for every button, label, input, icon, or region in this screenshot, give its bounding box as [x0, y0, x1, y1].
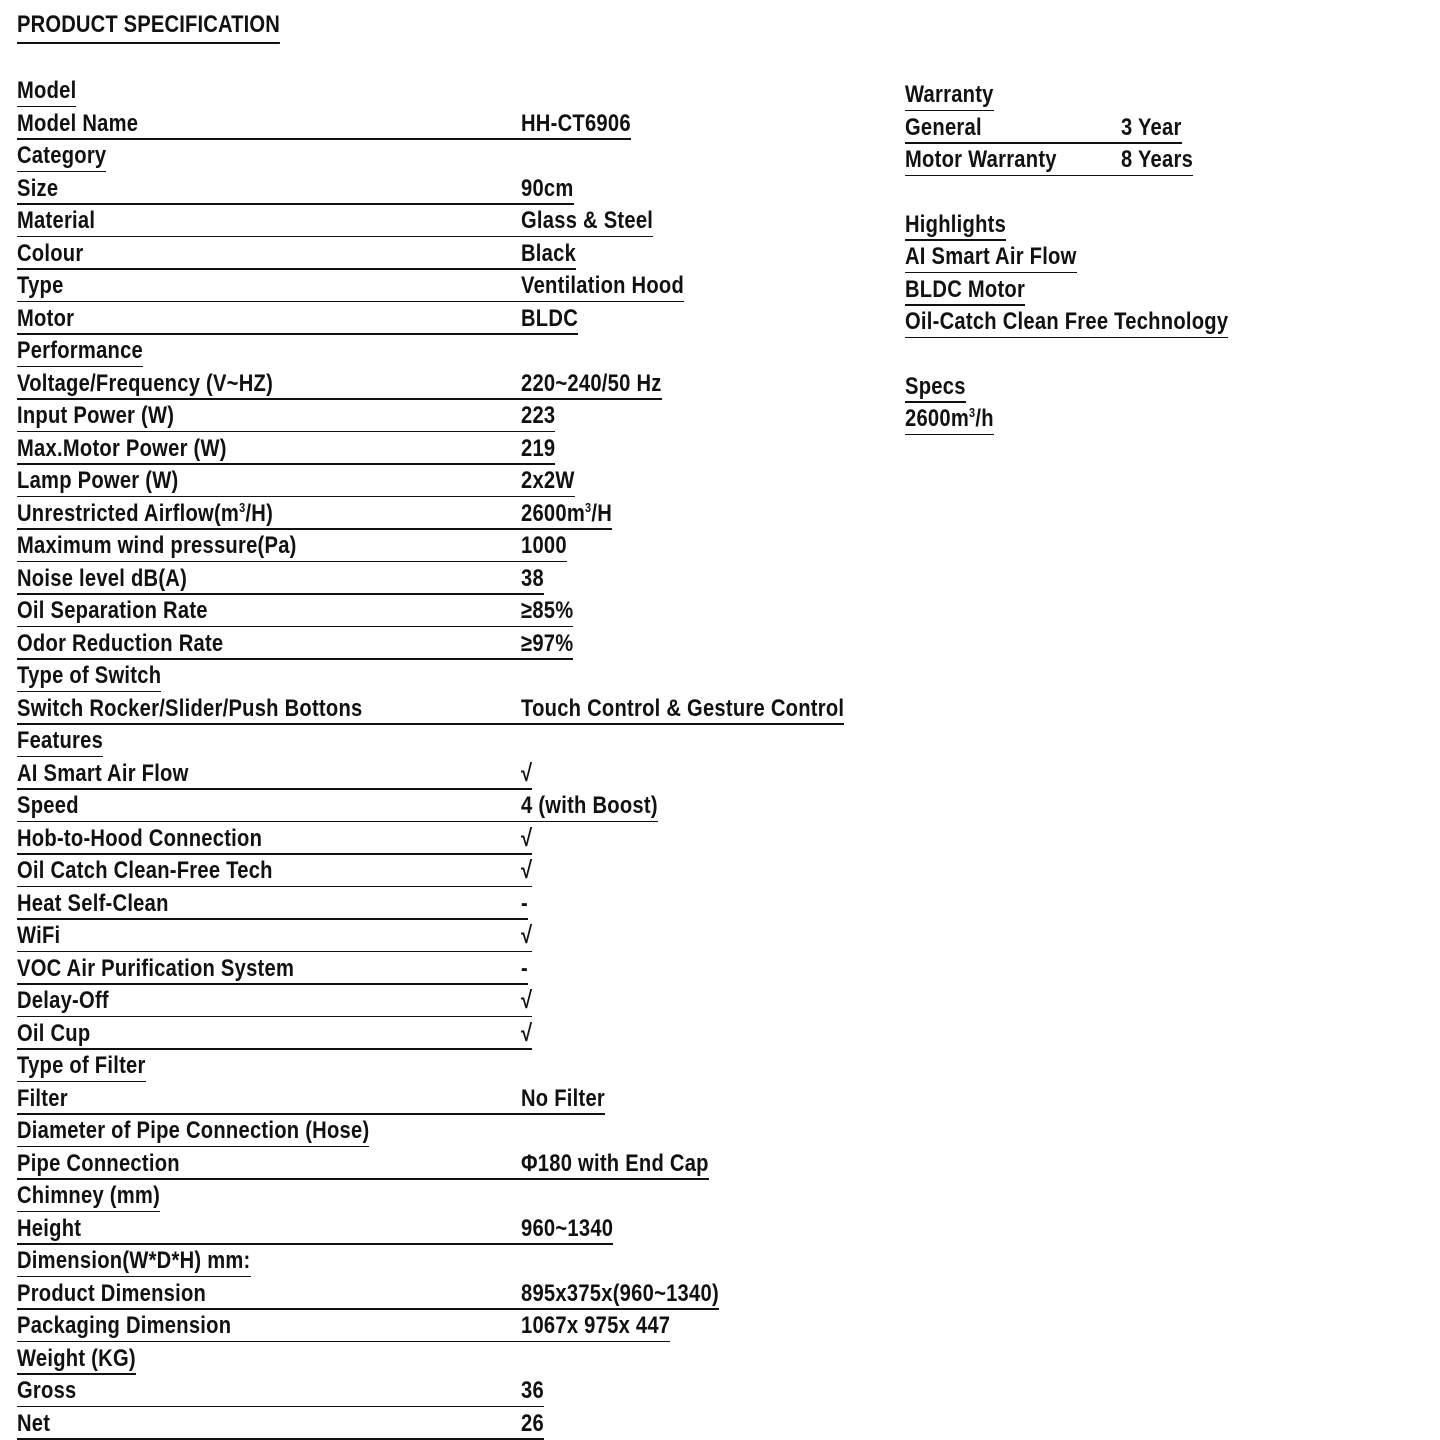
spec-value: 895x375x(960~1340) — [521, 1279, 719, 1307]
highlights-item — [905, 306, 1425, 339]
section-heading-label: Model — [17, 77, 77, 104]
spec-row-voltage-frequency-v-hz — [17, 368, 877, 401]
section-heading-label: Dimension(W*D*H) mm: — [17, 1247, 251, 1274]
spec-label: Model Name — [17, 109, 139, 137]
spec-label: Hob-to-Hood Connection — [17, 824, 263, 852]
spec-value: 960~1340 — [521, 1214, 614, 1242]
spec-row-pipe-connection — [17, 1148, 877, 1181]
spec-row-model-name — [17, 108, 877, 141]
spec-row-hob-to-hood-connection — [17, 823, 877, 856]
spec-row-colour — [17, 238, 877, 271]
section-heading-weight-kg — [17, 1343, 877, 1376]
warranty-row-general — [905, 112, 1425, 145]
highlights-item-label: AI Smart Air Flow — [905, 243, 1077, 270]
highlights-item — [905, 241, 1425, 274]
spec-label: Product Dimension — [17, 1279, 207, 1307]
row-underline — [905, 175, 1193, 177]
spec-row-filter — [17, 1083, 877, 1116]
warranty-value: 8 Years — [1121, 146, 1194, 173]
spec-label: Switch Rocker/Slider/Push Bottons — [17, 694, 363, 722]
spec-value: Φ180 with End Cap — [521, 1149, 709, 1177]
spec-value: - — [521, 889, 528, 917]
spec-value: √ — [521, 824, 533, 852]
spec-row-input-power-w — [17, 400, 877, 433]
summary-panel — [905, 79, 1425, 468]
spec-label: Oil Cup — [17, 1019, 91, 1047]
highlights-item-label: Oil-Catch Clean Free Technology — [905, 308, 1229, 335]
spec-row-voc-air-purification-system — [17, 953, 877, 986]
spec-label: Motor — [17, 304, 75, 332]
section-heading-chimney-mm — [17, 1180, 877, 1213]
spec-value: 223 — [521, 402, 556, 429]
spec-label: Material — [17, 207, 96, 234]
section-heading-label: Features — [17, 727, 104, 754]
section-heading-model — [17, 75, 877, 108]
highlights-section — [905, 209, 1425, 339]
spec-label: Packaging Dimension — [17, 1312, 232, 1339]
spec-label: Gross — [17, 1377, 77, 1404]
spec-row-max-motor-power-w — [17, 433, 877, 466]
section-heading-label: Type of Switch — [17, 662, 162, 689]
spec-row-gross — [17, 1375, 877, 1408]
spec-row-odor-reduction-rate — [17, 628, 877, 661]
warranty-heading — [905, 79, 1425, 112]
spec-value: √ — [521, 922, 533, 949]
spec-row-oil-catch-clean-free-tech — [17, 855, 877, 888]
spec-label: Voltage/Frequency (V~HZ) — [17, 369, 274, 397]
spec-value: BLDC — [521, 304, 579, 332]
spec-label: WiFi — [17, 922, 61, 949]
spec-row-delay-off — [17, 985, 877, 1018]
spec-value: √ — [521, 759, 533, 787]
highlights-item-label: BLDC Motor — [905, 275, 1026, 303]
spec-label: Height — [17, 1214, 82, 1242]
specs-section — [905, 371, 1425, 436]
warranty-row-motor-warranty — [905, 144, 1425, 177]
spec-label: Filter — [17, 1084, 68, 1112]
spec-label: Odor Reduction Rate — [17, 629, 224, 657]
spec-label: VOC Air Purification System — [17, 954, 295, 982]
section-heading-label: Category — [17, 142, 107, 169]
spec-value: - — [521, 954, 528, 982]
spec-row-oil-cup — [17, 1018, 877, 1051]
spec-value: 1000 — [521, 532, 567, 559]
spec-row-unrestricted-airflow-m-h — [17, 498, 877, 531]
spec-value: Touch Control & Gesture Control — [521, 694, 845, 722]
warranty-label: Motor Warranty — [905, 146, 1057, 173]
spec-value: Glass & Steel — [521, 207, 654, 234]
spec-value: 26 — [521, 1409, 544, 1437]
spec-value: ≥97% — [521, 629, 574, 657]
spec-row-noise-level-db-a — [17, 563, 877, 596]
spec-label: Max.Motor Power (W) — [17, 434, 227, 462]
specs-heading-label: Specs — [905, 372, 966, 400]
section-heading-dimension-w-d-h-mm — [17, 1245, 877, 1278]
spec-value: √ — [521, 1019, 533, 1047]
spec-label: Noise level dB(A) — [17, 564, 188, 592]
warranty-heading-label: Warranty — [905, 81, 994, 108]
row-underline — [905, 434, 994, 436]
warranty-value: 3 Year — [1121, 113, 1182, 141]
spec-value: 90cm — [521, 174, 574, 202]
section-heading-diameter-of-pipe-connection-hose — [17, 1115, 877, 1148]
spec-row-motor — [17, 303, 877, 336]
spec-value: 219 — [521, 434, 556, 462]
spec-value: ≥85% — [521, 597, 574, 624]
spec-label: Type — [17, 272, 64, 299]
spec-row-type — [17, 270, 877, 303]
spec-row-speed — [17, 790, 877, 823]
section-heading-type-of-filter — [17, 1050, 877, 1083]
spec-label: Heat Self-Clean — [17, 889, 169, 917]
spec-row-product-dimension — [17, 1278, 877, 1311]
spec-value: $2600m^3/H$ — [521, 499, 613, 527]
section-heading-label: Type of Filter — [17, 1052, 146, 1079]
spec-row-oil-separation-rate — [17, 595, 877, 628]
spec-label: Colour — [17, 239, 84, 267]
spec-value: √ — [521, 987, 533, 1014]
spec-label: AI Smart Air Flow — [17, 759, 189, 787]
highlights-heading-label: Highlights — [905, 210, 1007, 238]
spec-row-heat-self-clean — [17, 888, 877, 921]
spec-row-packaging-dimension — [17, 1310, 877, 1343]
warranty-label: General — [905, 113, 982, 141]
specs-heading — [905, 371, 1425, 404]
spec-value: 2x2W — [521, 467, 575, 494]
spec-row-height — [17, 1213, 877, 1246]
section-heading-type-of-switch — [17, 660, 877, 693]
spec-value: 220~240/50 Hz — [521, 369, 662, 397]
spec-row-material — [17, 205, 877, 238]
section-heading-performance — [17, 335, 877, 368]
spec-value: No Filter — [521, 1084, 606, 1112]
spec-label: Pipe Connection — [17, 1149, 180, 1177]
spec-row-size — [17, 173, 877, 206]
spec-row-ai-smart-air-flow — [17, 758, 877, 791]
spec-label: Speed — [17, 792, 79, 819]
section-heading-label: Chimney (mm) — [17, 1182, 161, 1209]
section-heading-category — [17, 140, 877, 173]
spec-value: Black — [521, 239, 577, 267]
highlights-item — [905, 274, 1425, 307]
spec-row-lamp-power-w — [17, 465, 877, 498]
spec-row-net — [17, 1408, 877, 1440]
spec-row-wifi — [17, 920, 877, 953]
spec-value: 38 — [521, 564, 544, 592]
row-underline — [905, 337, 1228, 339]
spec-value: 4 (with Boost) — [521, 792, 658, 819]
spec-row-maximum-wind-pressure-pa — [17, 530, 877, 563]
spec-value: √ — [521, 857, 533, 884]
section-heading-label: Weight (KG) — [17, 1344, 136, 1372]
spec-value: 1067x 975x 447 — [521, 1312, 671, 1339]
section-heading-label: Diameter of Pipe Connection (Hose) — [17, 1117, 370, 1144]
row-underline — [17, 1438, 544, 1440]
spec-value: 36 — [521, 1377, 544, 1404]
spec-table — [17, 75, 877, 1440]
spec-label: Oil Catch Clean-Free Tech — [17, 857, 273, 884]
spec-label: Oil Separation Rate — [17, 597, 208, 624]
spec-value: Ventilation Hood — [521, 272, 685, 299]
spec-label: Input Power (W) — [17, 402, 175, 429]
spec-value: HH-CT6906 — [521, 109, 631, 137]
page-title: PRODUCT SPECIFICATION — [17, 8, 280, 44]
section-heading-label: Performance — [17, 337, 144, 364]
spec-label: Size — [17, 174, 59, 202]
warranty-section — [905, 79, 1425, 177]
spec-label: Maximum wind pressure(Pa) — [17, 532, 297, 559]
spec-label: Unrestricted $Airflow(m^3/H)$ — [17, 499, 274, 527]
spec-row-switch-rocker-slider-push-bottons — [17, 693, 877, 726]
spec-label: Lamp Power (W) — [17, 467, 179, 494]
spec-label: Net — [17, 1409, 51, 1437]
specs-item-label: $2600m^3/h$ — [905, 405, 994, 432]
specs-item — [905, 403, 1425, 436]
spec-label: Delay-Off — [17, 987, 109, 1014]
section-heading-features — [17, 725, 877, 758]
highlights-heading — [905, 209, 1425, 242]
